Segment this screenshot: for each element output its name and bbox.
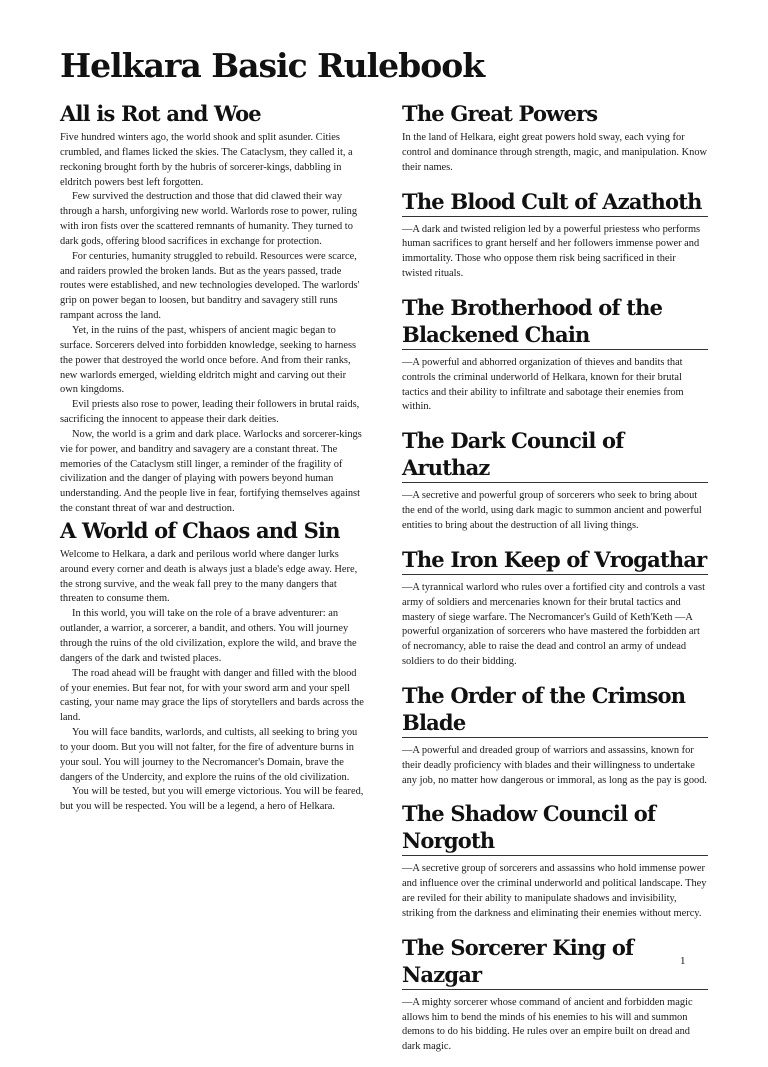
section-heading-great-powers: The Great Powers — [402, 101, 598, 126]
faction-heading: The Brotherhood of the Blackened Chain — [402, 294, 708, 350]
left-column — [60, 100, 366, 815]
paragraph: You will be tested, but you will emerge victorious. You will be feared, but you will be respected. You will be a legend, a hero of Helkara. — [60, 786, 364, 813]
right-column — [402, 100, 708, 1067]
faction-heading: The Blood Cult of Azathoth — [402, 188, 708, 217]
paragraph: Few survived the destruction and those that did clawed their way through a harsh, unforgiving new world. Warlords rose to power, ruling with iron fists over the scattered remnants of humanity. They turned to dark gods, offering blood sacrifices in exchange for protection. — [60, 191, 358, 247]
section-heading-rot-and-woe: All is Rot and Woe — [60, 101, 261, 126]
faction-description: —A tyrannical warlord who rules over a fortified city and controls a vast army of soldiers and mercenaries known for their brutal tactics and mastery of siege warfare. The Necromancer's Guild of Keth'Keth —A powerful organization of sorcerers who have mastered the forbidden art of necromancy, able to raise the dead and control an army of undead soldiers to do their bidding. — [402, 581, 705, 668]
faction-description: —A secretive group of sorcerers and assassins who hold immense power and influence over the criminal underworld and political landscape. They are reviled for their ability to manipulate shadows and invisibility, striking from the darkness and eliminating their enemies without mercy. — [402, 863, 707, 919]
faction-entry — [402, 934, 708, 1055]
paragraph: Five hundred winters ago, the world shook and split asunder. Cities crumbled, and flames licked the skies. The Cataclysm, they called it, a reckoning brought forth by the hubris of sorcerer-kings, dabbling in eldritch powers best left forgotten. — [60, 132, 353, 188]
faction-entry — [402, 427, 708, 534]
faction-entry — [402, 294, 708, 415]
faction-entry — [402, 546, 708, 670]
paragraph: The road ahead will be fraught with danger and filled with the blood of your enemies. But fear not, for with your sword arm and your spell casting, your name may grace the lips of storytellers and bards across the land. — [60, 667, 364, 724]
faction-heading: The Iron Keep of Vrogathar — [402, 546, 708, 575]
faction-description: —A secretive and powerful group of sorcerers who seek to bring about the end of the world, using dark magic to summon ancient and powerful entities to bring about the destruction of all living things. — [402, 490, 702, 531]
document-title: Helkara Basic Rulebook — [60, 46, 485, 85]
faction-entry — [402, 682, 708, 789]
faction-heading: The Shadow Council of Norgoth — [402, 800, 708, 856]
section-heading-chaos-and-sin: A World of Chaos and Sin — [60, 517, 340, 543]
paragraph: In this world, you will take on the role of a brave adventurer: an outlander, a warrior, a sorcerer, a bandit, and others. You will journey through the ruins of the old civilization, explore the wild, and brave the dangers of the dark and twisted places. — [60, 608, 357, 664]
faction-description: —A powerful and dreaded group of warriors and assassins, known for their deadly proficiency with blades and their willingness to undertake any job, no matter how dangerous or immoral, as long as the pay is good. — [402, 744, 708, 786]
paragraph: Evil priests also rose to power, leading their followers in brutal raids, sacrificing the innocent to appease their dark deities. — [60, 399, 360, 426]
faction-description: —A powerful and abhorred organization of thieves and bandits that controls the criminal underworld of Helkara, known for their brutal tactics and their ability to infiltrate and sabotage their enemies from within. — [402, 356, 684, 413]
faction-entry — [402, 188, 708, 282]
paragraph: Welcome to Helkara, a dark and perilous world where danger lurks around every corner and death is always just a blade's edge away. Here, the strong survive, and the weak fall prey to the many dangers that threaten to consume them. — [60, 548, 358, 605]
faction-heading: The Dark Council of Aruthaz — [402, 427, 708, 483]
great-powers-intro — [402, 100, 708, 176]
faction-entry — [402, 800, 708, 921]
faction-description: —A dark and twisted religion led by a powerful priestess who performs human sacrifices to grant herself and her followers immense power and immortality. Those who oppose them risk being sacrificed in their twisted rituals. — [402, 223, 701, 280]
paragraph: Yet, in the ruins of the past, whispers of ancient magic began to surface. Sorcerers delved into forbidden knowledge, seeking to harness the power that destroyed the world once before. And from their ranks, new warlords emerged, wielding eldritch might and carving out their own kingdoms. — [60, 324, 357, 396]
paragraph: For centuries, humanity struggled to rebuild. Resources were scarce, and raiders prowled the broken lands. But as the years passed, trade routes were established, and new technologies developed. The warlords' grip on power began to loosen, but banditry and savagery still runs rampant across the land. — [60, 250, 360, 322]
faction-description: —A mighty sorcerer whose command of ancient and forbidden magic allows him to bend the minds of his enemies to his will and summon demons to do his bidding. He rules over an empire built on dread and dark magic. — [402, 996, 693, 1053]
faction-heading: The Order of the Crimson Blade — [402, 682, 708, 738]
paragraph: Now, the world is a grim and dark place. Warlocks and sorcerer-kings vie for power, and banditry and savagery are a constant threat. The memories of the Cataclysm still linger, a reminder of the fragility of civilization and the danger of playing with powers beyond human understanding. And the people live in fear, fortifying themselves against the constant threat of war and destruction. — [60, 428, 362, 515]
page-number: 1 — [680, 955, 686, 967]
paragraph: You will face bandits, warlords, and cultists, all seeking to bring you to your doom. But you will not falter, for the fire of adventure burns in your soul. You will journey to the Necromancer's Domain, brave the dangers of the Undercity, and explore the ruins of the old civilization. — [60, 727, 358, 783]
faction-heading: The Sorcerer King of Nazgar — [402, 934, 708, 990]
paragraph: In the land of Helkara, eight great powers hold sway, each vying for control and dominance through strength, magic, and manipulation. Know their names. — [402, 132, 708, 173]
